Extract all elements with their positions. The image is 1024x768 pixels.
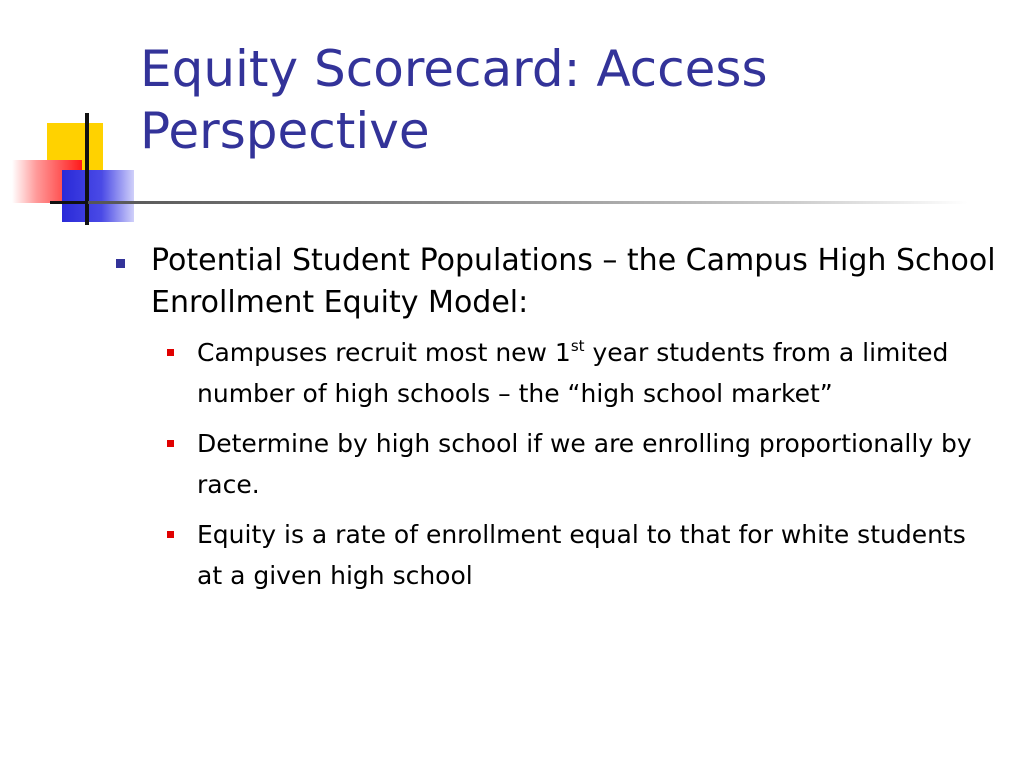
slide-title-line-1: Equity Scorecard: Access: [140, 40, 768, 98]
sub-bullet-text: Determine by high school if we are enrolling proportionally by race.: [197, 429, 972, 499]
vertical-line: [85, 113, 89, 225]
slide-title: [140, 38, 1000, 162]
sub-bullet-item: [116, 514, 996, 596]
square-bullet-icon: [167, 349, 174, 356]
square-bullet-icon: [167, 440, 174, 447]
sub-bullet-item: [116, 332, 996, 414]
sub-bullet-item: [116, 423, 996, 505]
title-divider: [88, 201, 968, 204]
square-bullet-icon: [116, 259, 125, 268]
main-bullet-text: Potential Student Populations – the Campus High School Enrollment Equity Model:: [151, 243, 996, 320]
sub-bullet-text-after: year students from a limited number of high schools – the “high school market”: [197, 338, 949, 408]
sub-bullet-text-before: Campuses recruit most new 1: [197, 338, 571, 367]
sub-bullet-text: Equity is a rate of enrollment equal to that for white students at a given high school: [197, 520, 966, 590]
sub-bullet-list: [116, 332, 996, 596]
decorative-logo: [0, 0, 150, 240]
slide-title-line-2: Perspective: [140, 102, 430, 160]
slide-body: [116, 240, 996, 605]
blue-square: [62, 170, 134, 222]
superscript-ordinal: st: [570, 337, 585, 355]
square-bullet-icon: [167, 531, 174, 538]
main-bullet-item: [116, 240, 996, 324]
